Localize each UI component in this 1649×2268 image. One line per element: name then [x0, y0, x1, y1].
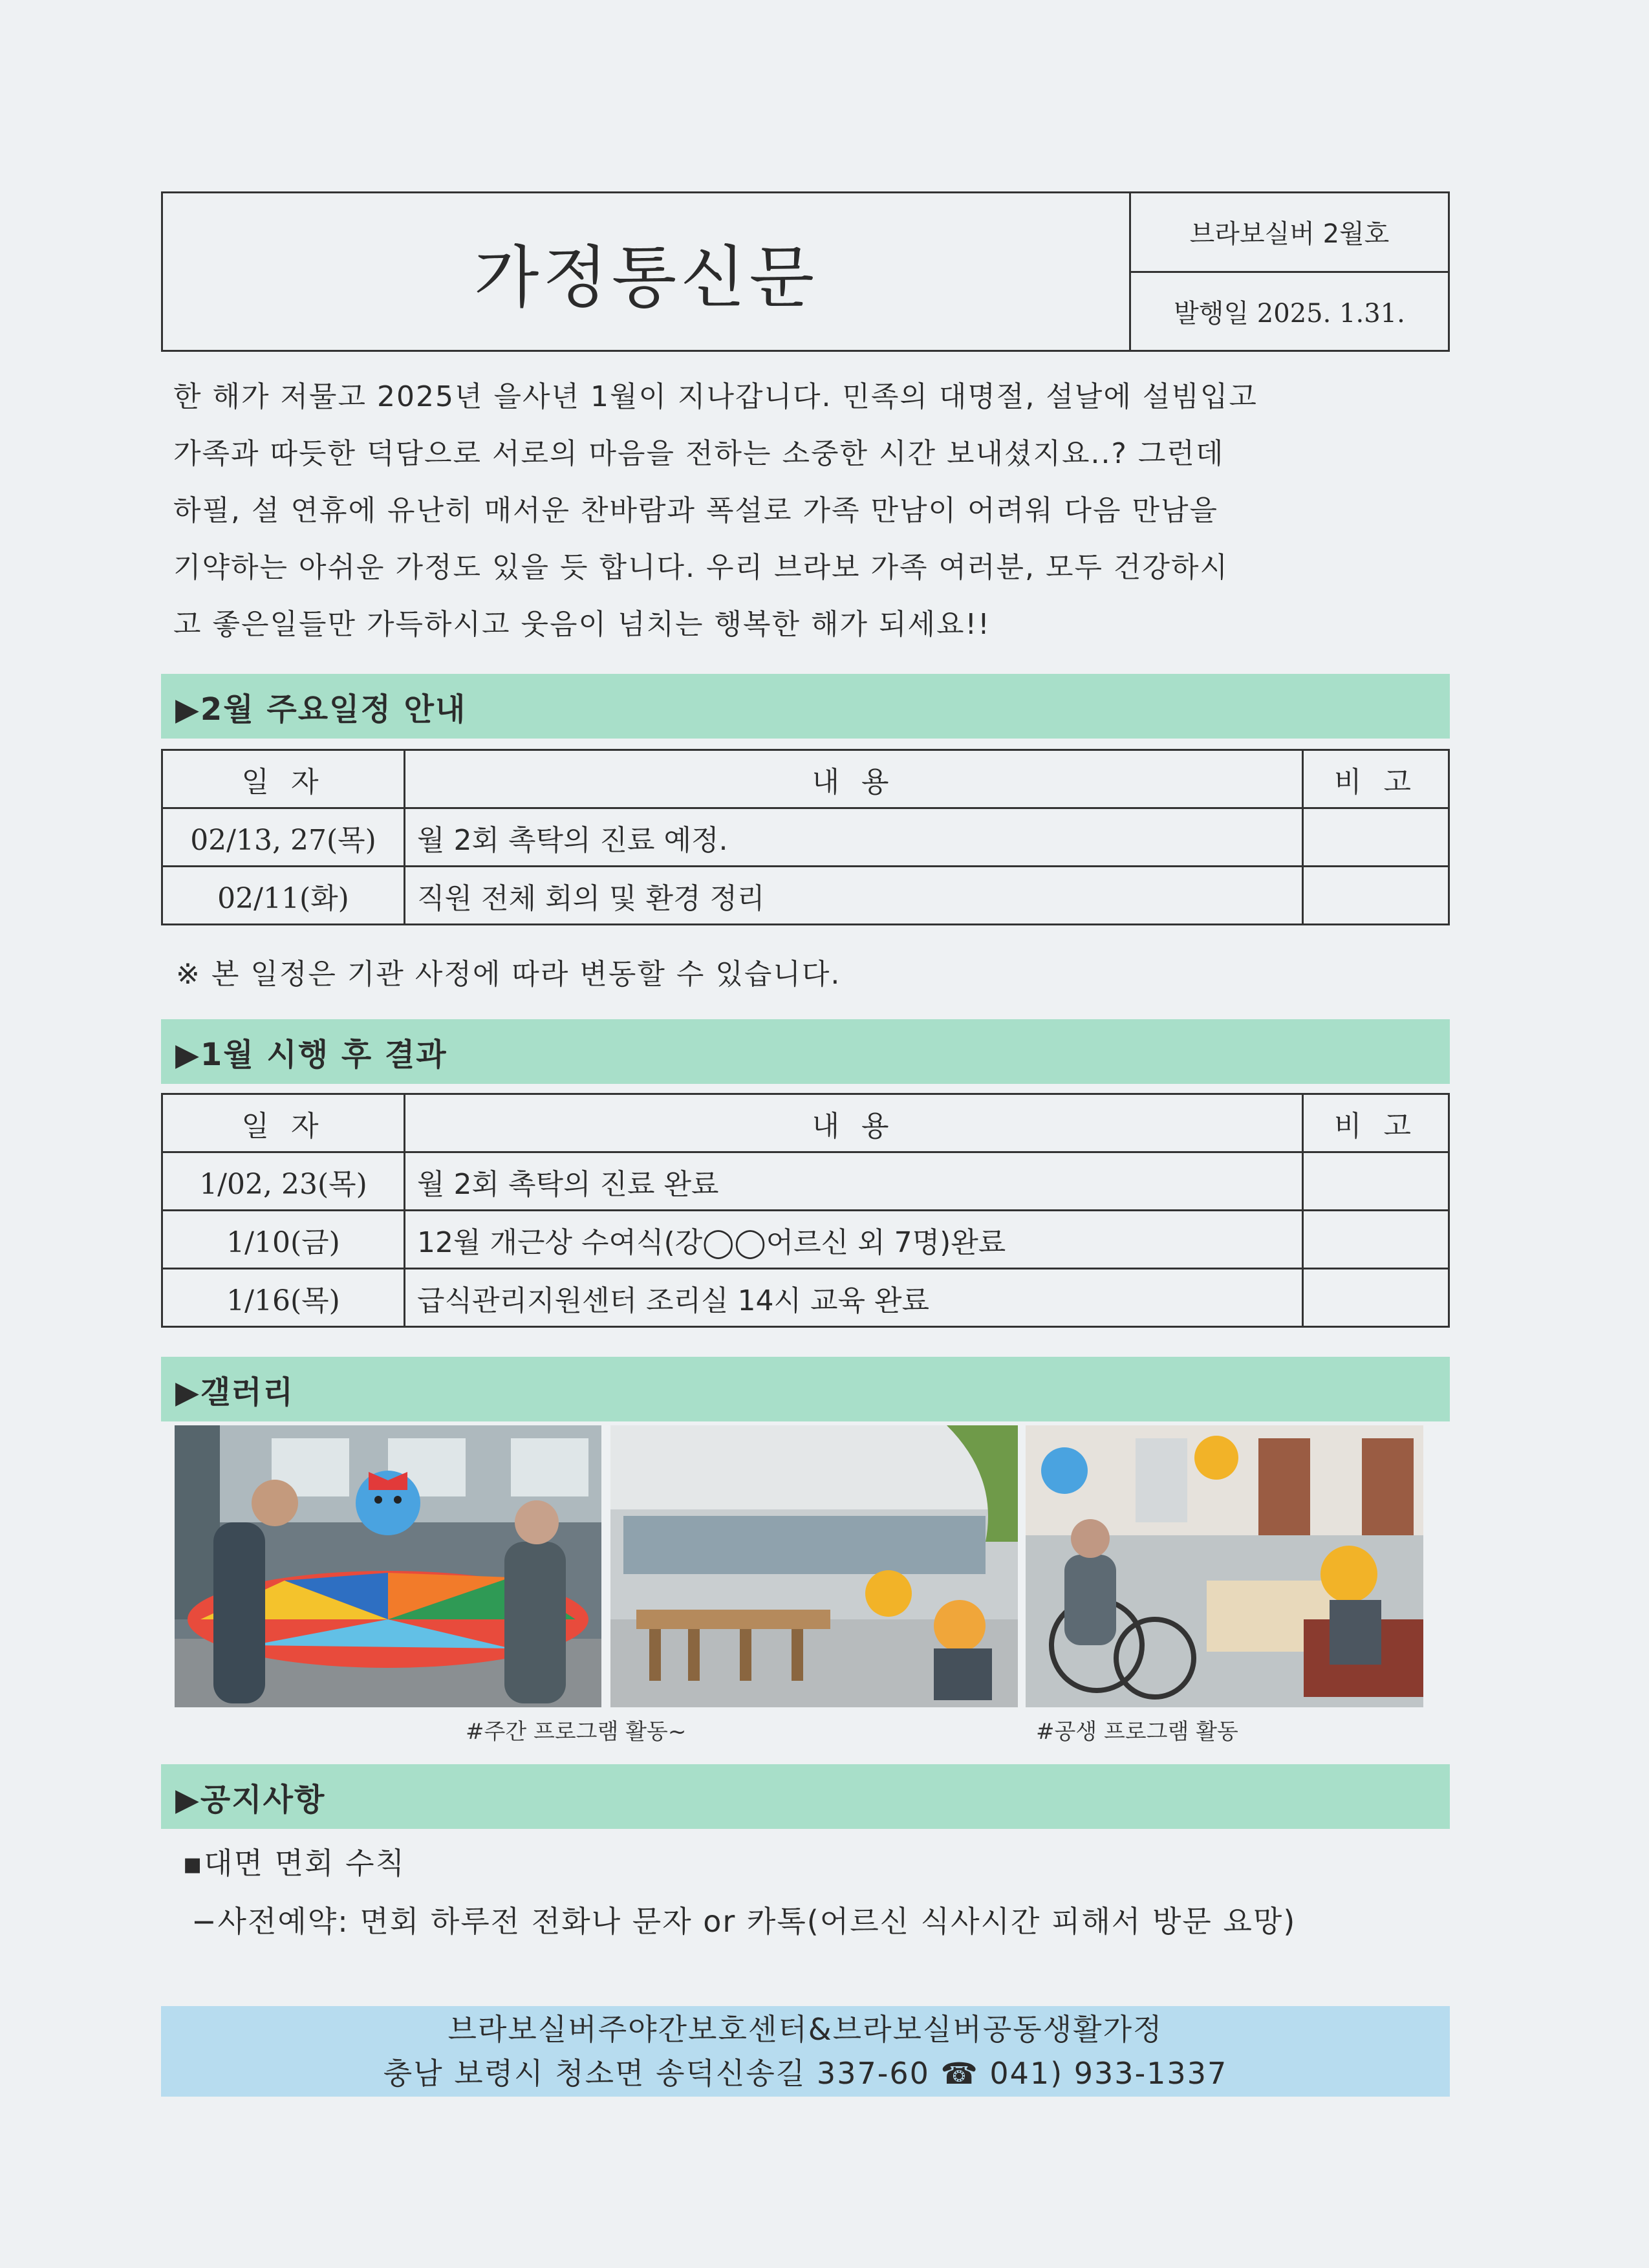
footer-box	[161, 2006, 1450, 2097]
row-content: 12월 개근상 수여식(강◯◯어르신 외 7명)완료	[405, 1211, 1303, 1269]
results-section-title: ▶1월 시행 후 결과	[161, 1019, 1450, 1084]
gallery-photo-dining-room	[610, 1425, 1018, 1707]
row-date: 1/10(금)	[162, 1211, 405, 1269]
row-content: 월 2회 촉탁의 진료 예정.	[405, 808, 1303, 867]
row-date: 02/11(화)	[162, 867, 405, 925]
row-note	[1303, 867, 1449, 925]
row-note	[1303, 1269, 1449, 1327]
table-row	[162, 1269, 1449, 1327]
notice-item: ▪대면 면회 수칙	[182, 1846, 406, 1881]
gallery-photo-parachute	[175, 1425, 601, 1707]
header-content: 내 용	[405, 1094, 1303, 1152]
header-box	[161, 191, 1450, 352]
table-row	[162, 867, 1449, 925]
table-header-row	[162, 1094, 1449, 1152]
intro-line: 하필, 설 연휴에 유난히 매서운 찬바람과 폭설로 가족 만남이 어려워 다음 만남을	[173, 494, 1218, 527]
issue-label: 브라보실버 2월호	[1131, 193, 1448, 273]
header-note: 비 고	[1303, 1094, 1449, 1152]
notice-item: −사전예약: 면회 하루전 전화나 문자 or 카톡(어르신 식사시간 피해서 방문 요망)	[191, 1904, 1297, 1939]
header-note: 비 고	[1303, 750, 1449, 808]
header-content: 내 용	[405, 750, 1303, 808]
gallery-caption: #주간 프로그램 활동~	[466, 1719, 687, 1745]
org-name: 브라보실버주야간보호센터&브라보실버공동생활가정	[447, 2012, 1163, 2047]
row-note	[1303, 1211, 1449, 1269]
header-date: 일 자	[162, 750, 405, 808]
schedule-footnote: ※ 본 일정은 기관 사정에 따라 변동할 수 있습니다.	[176, 958, 841, 991]
schedule-table	[161, 749, 1450, 925]
org-address: 충남 보령시 청소면 송덕신송길 337-60 ☎ 041) 933-1337	[383, 2056, 1228, 2091]
schedule-section-title: ▶2월 주요일정 안내	[161, 674, 1450, 739]
intro-line: 한 해가 저물고 2025년 을사년 1월이 지나갑니다. 민족의 대명절, 설날에 설빔입고	[173, 380, 1258, 413]
intro-line: 가족과 따듯한 덕담으로 서로의 마음을 전하는 소중한 시간 보내셨지요..? 그런데	[173, 437, 1225, 470]
intro-paragraph	[173, 369, 1441, 653]
gallery-section-title: ▶갤러리	[161, 1357, 1450, 1421]
row-date: 1/02, 23(목)	[162, 1152, 405, 1211]
table-row	[162, 808, 1449, 867]
intro-line: 고 좋은일들만 가득하시고 웃음이 넘치는 행복한 해가 되세요!!	[173, 608, 991, 641]
row-date: 02/13, 27(목)	[162, 808, 405, 867]
results-table	[161, 1093, 1450, 1328]
table-row	[162, 1152, 1449, 1211]
row-content: 월 2회 촉탁의 진료 완료	[405, 1152, 1303, 1211]
notice-section-title: ▶공지사항	[161, 1764, 1450, 1829]
header-date: 일 자	[162, 1094, 405, 1152]
row-content: 직원 전체 회의 및 환경 정리	[405, 867, 1303, 925]
gallery-photo-lounge	[1026, 1425, 1423, 1707]
published-date: 발행일 2025. 1.31.	[1174, 298, 1405, 329]
row-content: 급식관리지원센터 조리실 14시 교육 완료	[405, 1269, 1303, 1327]
row-note	[1303, 1152, 1449, 1211]
gallery-caption: #공생 프로그램 활동	[1036, 1719, 1238, 1745]
page-title: 가정통신문	[163, 193, 1131, 350]
header-meta	[1131, 193, 1448, 350]
table-header-row	[162, 750, 1449, 808]
row-date: 1/16(목)	[162, 1269, 405, 1327]
table-row	[162, 1211, 1449, 1269]
intro-line: 기약하는 아쉬운 가정도 있을 듯 합니다. 우리 브라보 가족 여러분, 모두 건강하시	[173, 551, 1229, 584]
row-note	[1303, 808, 1449, 867]
